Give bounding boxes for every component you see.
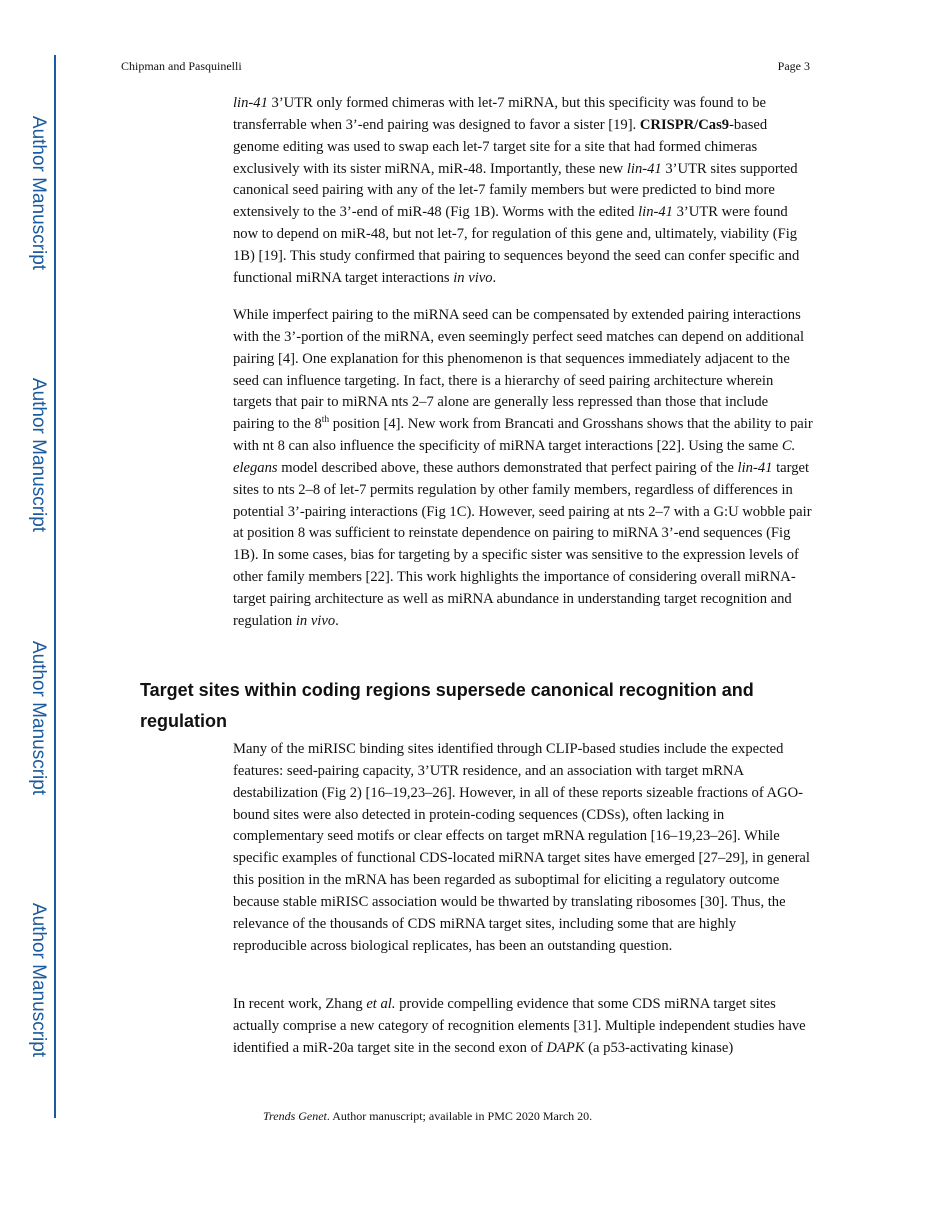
text-segment: While imperfect pairing to the miRNA seed can be compensated by extended pairing interactions with the 3’-portion of the miRNA, even seemingly perfect seed matches can depend on additional pairing [4]. One explanation for this phenomenon is that sequences immediately adjacent to the seed can influence targeting. In fact, there is a hierarchy of seed pairing architecture wherein targets that pair to miRNA nts 2–7 alone are generally less repressed than those that include pairing to the 8 — [233, 307, 805, 433]
paragraph-3 — [233, 739, 813, 957]
text-segment: 3’UTR sites supported canonical seed pairing with any of the let-7 family members but were predicted to bind more extensively to the 3’-end of miR-48 (Fig 1B). Worms with the edited — [233, 160, 798, 221]
text-segment: (a p53-activating kinase) — [584, 1039, 734, 1056]
text-segment: . — [492, 269, 497, 286]
text-segment: -based genome editing was used to swap each let-7 target site for a site that had formed chimeras exclusively with its sister miRNA, miR-48. Importantly, these new — [233, 116, 768, 177]
text-segment: lin-41 — [638, 204, 673, 221]
footer-text: . Author manuscript; available in PMC 2020 March 20. — [326, 1109, 593, 1123]
footer — [263, 1108, 592, 1124]
side-rule — [54, 55, 56, 1118]
text-segment: 3’UTR were found now to depend on miR-48, but not let-7, for regulation of this gene and, ultimately, viability (Fig 1B) [19]. This study confirmed that pairing to sequences beyond the seed can confer specific and functional miRNA target interactions — [233, 204, 800, 286]
text-segment: et al. — [366, 996, 396, 1012]
text-segment: CRISPR/Cas9 — [639, 116, 730, 133]
text-segment: lin-41 — [233, 95, 268, 111]
footer-journal: Trends Genet — [263, 1109, 327, 1123]
text-segment: in vivo — [295, 612, 336, 629]
text-segment: lin-41 — [626, 160, 662, 177]
text-segment: lin-41 — [737, 459, 773, 476]
text-segment: model described above, these authors demonstrated that perfect pairing of the — [277, 459, 738, 476]
paragraph-2 — [233, 305, 813, 633]
text-segment: DAPK — [546, 1039, 585, 1056]
text-segment: target sites to nts 2–8 of let-7 permits regulation by other family members, regardless of differences in potential 3’-pairing interactions (Fig 1C). However, seed pairing at nts 2–7 with a G:U wobble pair at position 8 was sufficient to reinstate dependence on pairing to miRNA 3’-end sequences (Fig 1B). In some cases, bias for targeting by a specific sister was sensitive to the expression levels of other family members [22]. This work highlights the importance of considering overall miRNA-target pairing architecture as well as miRNA abundance in understanding target recognition and regulation — [233, 459, 812, 629]
text-segment: in vivo — [453, 269, 493, 286]
text-segment: In recent work, Zhang — [233, 996, 367, 1012]
text-segment: . — [335, 612, 339, 629]
running-head-authors: Chipman and Pasquinelli — [121, 59, 242, 73]
section-heading: Target sites within coding regions supersede canonical recognition and regulation — [140, 680, 754, 731]
text-segment: C. elegans — [233, 438, 796, 476]
text-segment: position [4]. New work from Brancati and Grosshans shows that the ability to pair with nt 8 can also influence the specificity of miRNA target interactions [22]. Using the same — [233, 416, 813, 455]
running-head-page: Page 3 — [777, 59, 810, 73]
paragraph-4 — [233, 994, 813, 1060]
text-segment: provide compelling evidence that some CDS miRNA target sites actually comprise a new category of recognition elements [31]. Multiple independent studies have identified a miR-20a target site in the second exon of — [233, 996, 806, 1056]
text-segment: th — [321, 415, 330, 426]
text-segment: Many of the miRISC binding sites identified through CLIP-based studies include the expected features: seed-pairing capacity, 3’UTR residence, and an association with target mRNA destabilization (Fig 2) [16–19,23–26]. However, in all of these reports sizeable fractions of AGO-bound sites were also detected in protein-coding sequences (CDSs), often lacking in complementary seed motifs or clear effects on target mRNA regulation [16–19,23–26]. While specific examples of functional CDS-located miRNA target sites have emerged [27–29], in general this position in the mRNA has been regarded as suboptimal for eliciting a regulatory outcome because stable miRISC association would be thwarted by translating ribosomes [30]. Thus, the relevance of the thousands of CDS miRNA target sites, including some that are highly reproducible across biological replicates, has been an outstanding question. — [233, 741, 810, 954]
text-segment: 3’UTR only formed chimeras with let-7 miRNA, but this specificity was found to be transferrable when 3’-end pairing was designed to favor a sister [19]. — [233, 95, 767, 133]
paragraph-1 — [233, 93, 813, 290]
